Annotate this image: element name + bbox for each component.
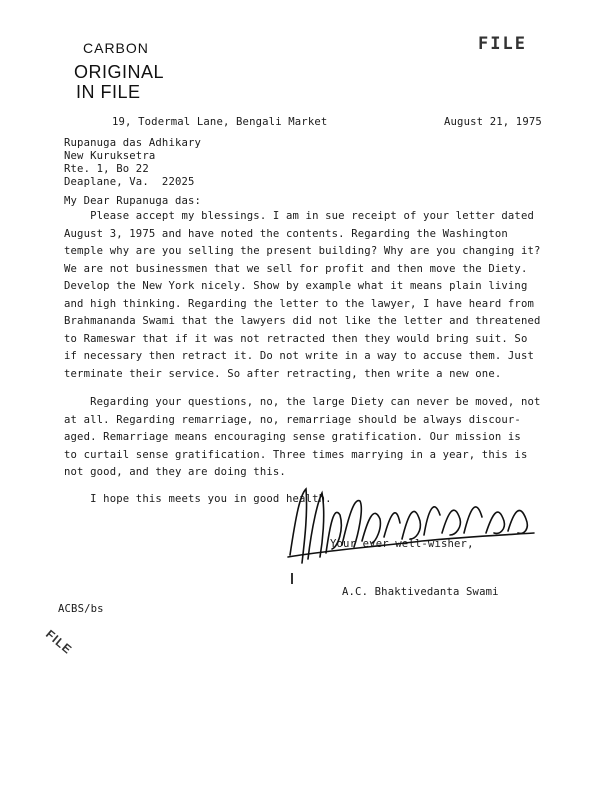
- recipient-line: Deaplane, Va. 22025: [64, 176, 195, 188]
- body-line: at all. Regarding remarriage, no, remarriage should be always discour-: [64, 414, 521, 426]
- closing: Your ever well-wisher,: [330, 538, 474, 550]
- body-line: to curtail sense gratification. Three times marrying in a year, this is: [64, 449, 528, 461]
- reference-initials: ACBS/bs: [58, 603, 104, 615]
- body-line: Brahmananda Swami that the lawyers did not like the letter and threatened: [64, 315, 541, 327]
- signature-tick-mark: [291, 573, 293, 584]
- handwritten-signature: [282, 475, 542, 585]
- sender-address: 19, Todermal Lane, Bengali Market: [112, 116, 328, 128]
- body-line: temple why are you selling the present building? Why are you changing it?: [64, 245, 541, 257]
- body-line: Develop the New York nicely. Show by example what it means plain living: [64, 280, 528, 292]
- body-line: August 3, 1975 and have noted the contents. Regarding the Washington: [64, 228, 508, 240]
- body-line: to Rameswar that if it was not retracted then they would bring suit. So: [64, 333, 528, 345]
- original-stamp-line2: IN FILE: [76, 82, 141, 102]
- body-line: We are not businessmen that we sell for profit and then move the Diety.: [64, 263, 528, 275]
- original-in-file-stamp: [74, 62, 164, 102]
- body-line: not good, and they are doing this.: [64, 466, 286, 478]
- letter-date: August 21, 1975: [444, 116, 542, 128]
- salutation: My Dear Rupanuga das:: [64, 195, 202, 207]
- body-line: terminate their service. So after retracting, then write a new one.: [64, 368, 502, 380]
- carbon-stamp: CARBON: [83, 40, 149, 56]
- body-line: if necessary then retract it. Do not write in a way to accuse them. Just: [64, 350, 535, 362]
- signature-name: A.C. Bhaktivedanta Swami: [342, 586, 499, 598]
- body-line: Please accept my blessings. I am in sue receipt of your letter dated: [64, 210, 535, 222]
- corner-file-stamp: FILE: [43, 626, 75, 658]
- recipient-line: Rte. 1, Bo 22: [64, 163, 149, 175]
- recipient-line: Rupanuga das Adhikary: [64, 137, 202, 149]
- recipient-line: New Kuruksetra: [64, 150, 156, 162]
- file-stamp: FILE: [478, 34, 527, 54]
- body-line: I hope this meets you in good health.: [64, 493, 332, 505]
- original-stamp-line1: ORIGINAL: [74, 62, 165, 82]
- body-line: Regarding your questions, no, the large Diety can never be moved, not: [64, 396, 541, 408]
- body-line: and high thinking. Regarding the letter to the lawyer, I have heard from: [64, 298, 535, 310]
- body-line: aged. Remarriage means encouraging sense gratification. Our mission is: [64, 431, 521, 443]
